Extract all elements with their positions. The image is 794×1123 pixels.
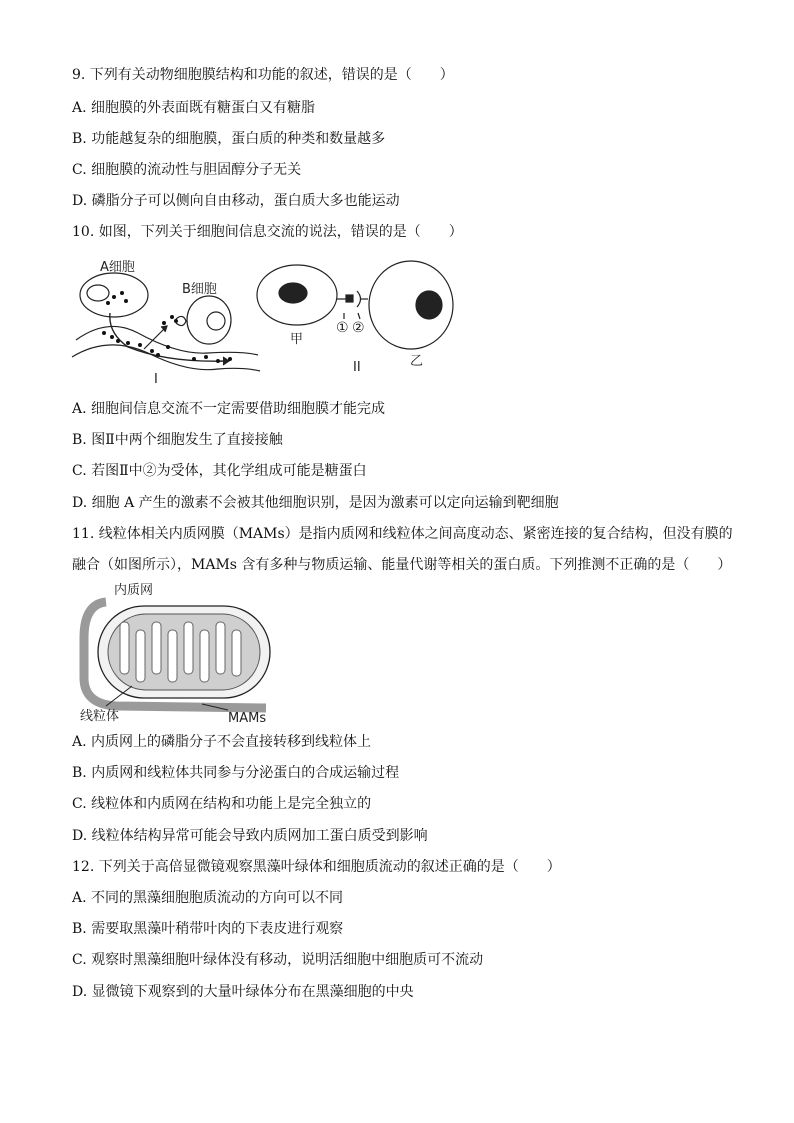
question-11-figure: [76, 578, 296, 728]
question-11-option-a: A. 内质网上的磷脂分子不会直接转移到线粒体上: [72, 734, 372, 750]
question-11-stem-line-2: 融合（如图所示），MAMs 含有多种与物质运输、能量代谢等相关的蛋白质。下列推测不正确的是（ ）: [72, 557, 732, 573]
question-9-option-b: B. 功能越复杂的细胞膜，蛋白质的种类和数量越多: [72, 131, 386, 147]
cell-jia-nucleus: [279, 283, 307, 303]
blood-vessel-upper: [76, 326, 258, 355]
label-yi: 乙: [410, 354, 424, 369]
question-9-stem: 9. 下列有关动物细胞膜结构和功能的叙述，错误的是（ ）: [72, 67, 454, 83]
label-mito: 线粒体: [80, 709, 120, 724]
label-jia: 甲: [290, 332, 304, 347]
question-12-stem: 12. 下列关于高倍显微镜观察黑藻叶绿体和细胞质流动的叙述正确的是（ ）: [72, 859, 561, 875]
question-11-stem-line-1: 11. 线粒体相关内质网膜（MAMs）是指内质网和线粒体之间高度动态、紧密连接的复合结构，但没有膜的: [72, 526, 733, 542]
label-mams: MAMs: [228, 711, 267, 726]
label-figure-i: I: [154, 372, 158, 387]
cell-a-nucleus: [87, 285, 109, 301]
label-circle-2: ②: [352, 320, 365, 336]
question-10-figure: [68, 255, 478, 390]
question-10-option-a: A. 细胞间信息交流不一定需要借助细胞膜才能完成: [72, 401, 386, 417]
cell-yi-nucleus: [416, 291, 442, 319]
figure-i: [72, 273, 260, 371]
question-11-option-c: C. 线粒体和内质网在结构和功能上是完全独立的: [72, 796, 372, 812]
question-10-option-d: D. 细胞 A 产生的激素不会被其他细胞识别，是因为激素可以定向运输到靶细胞: [72, 495, 559, 511]
question-9-option-d: D. 磷脂分子可以侧向自由移动，蛋白质大多也能运动: [72, 193, 400, 209]
label-er: 内质网: [114, 583, 154, 598]
question-12-option-c: C. 观察时黑藻细胞叶绿体没有移动，说明活细胞中细胞质可不流动: [72, 952, 484, 968]
question-10-option-b: B. 图Ⅱ中两个细胞发生了直接接触: [72, 432, 283, 448]
label-cell-b: B细胞: [182, 282, 217, 297]
question-9-option-c: C. 细胞膜的流动性与胆固醇分子无关: [72, 162, 302, 178]
label-cell-a: A细胞: [100, 260, 135, 275]
question-9-option-a: A. 细胞膜的外表面既有糖蛋白又有糖脂: [72, 100, 316, 116]
question-10-stem: 10. 如图，下列关于细胞间信息交流的说法，错误的是（ ）: [72, 224, 463, 240]
question-10-option-c: C. 若图Ⅱ中②为受体，其化学组成可能是糖蛋白: [72, 463, 367, 479]
question-11-option-d: D. 线粒体结构异常可能会导致内质网加工蛋白质受到影响: [72, 828, 428, 844]
label-circle-1: ①: [336, 320, 349, 336]
signal-molecule: [346, 295, 353, 302]
label-figure-ii: II: [353, 360, 361, 375]
cell-b-nucleus: [207, 312, 225, 330]
receptor: [357, 291, 361, 307]
question-12-option-d: D. 显微镜下观察到的大量叶绿体分布在黑藻细胞的中央: [72, 984, 414, 1000]
question-11-option-b: B. 内质网和线粒体共同参与分泌蛋白的合成运输过程: [72, 765, 400, 781]
question-12-option-a: A. 不同的黑藻细胞胞质流动的方向可以不同: [72, 890, 344, 906]
hormone-arrow: [110, 313, 228, 361]
question-12-option-b: B. 需要取黑藻叶稍带叶肉的下表皮进行观察: [72, 921, 344, 937]
